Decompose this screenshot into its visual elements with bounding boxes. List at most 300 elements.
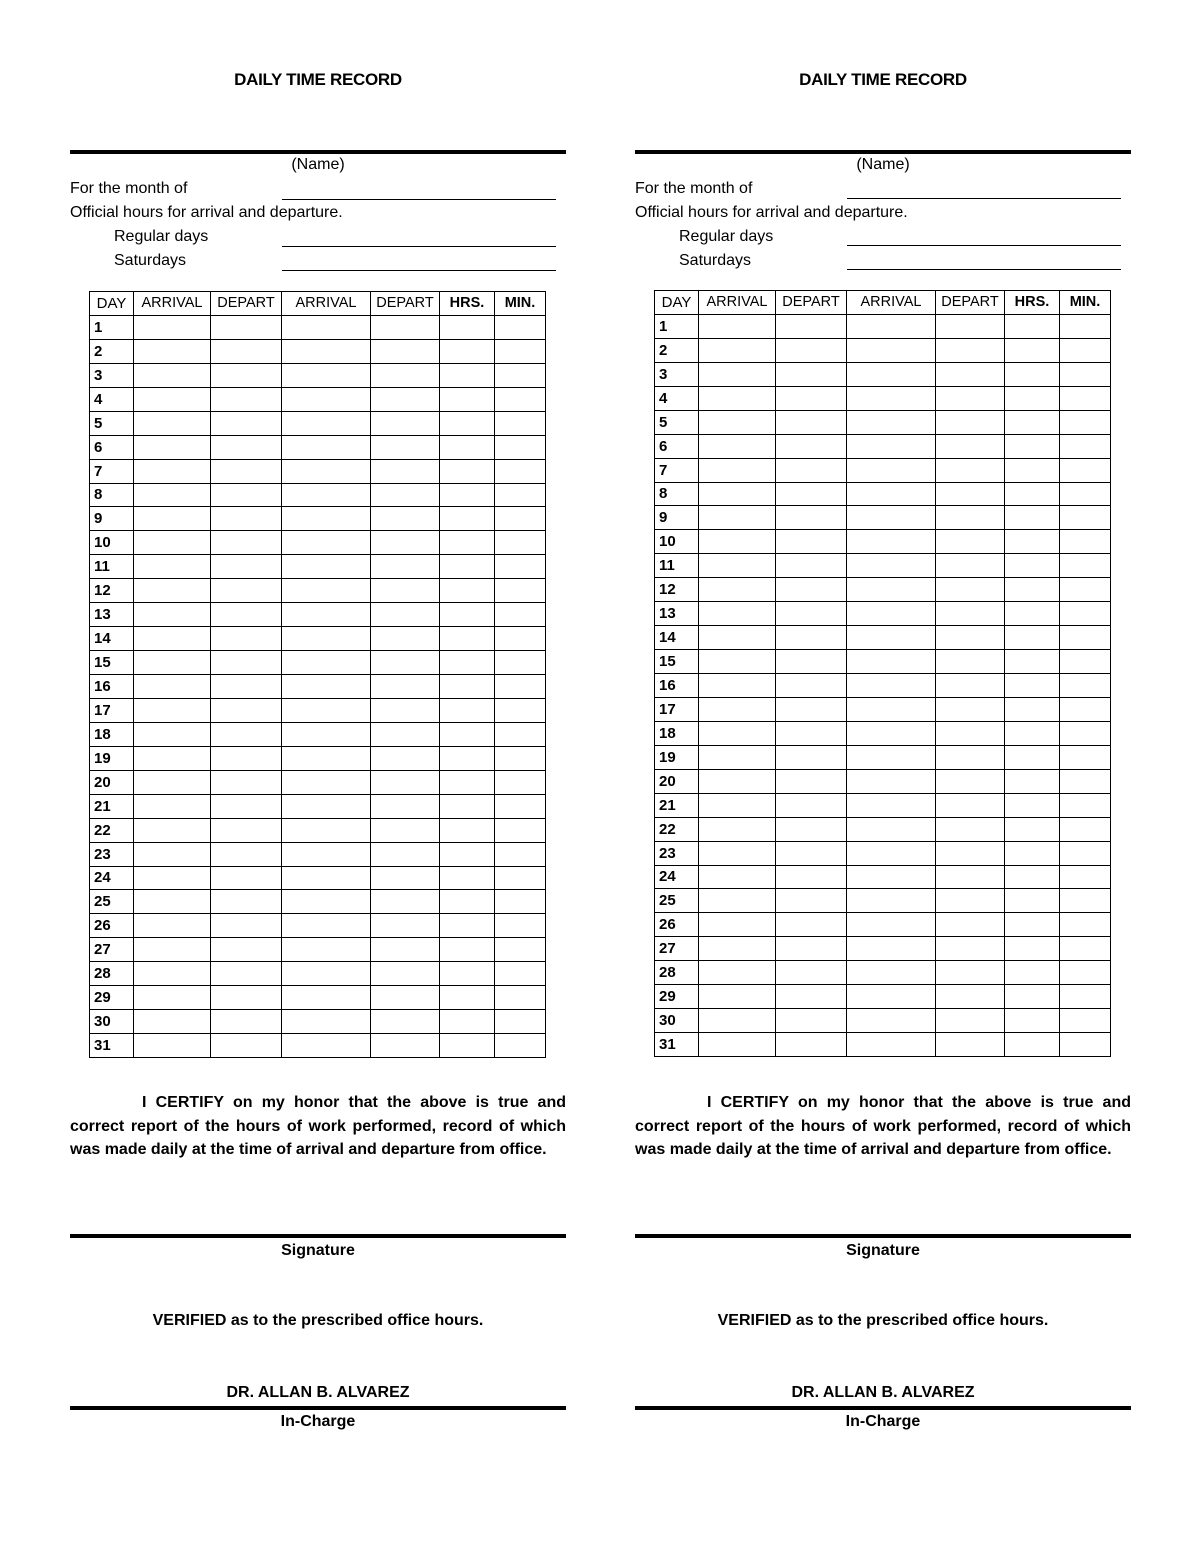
pm-depart-cell[interactable] xyxy=(371,555,440,579)
am-depart-cell[interactable] xyxy=(776,769,847,793)
pm-depart-cell[interactable] xyxy=(936,578,1005,602)
am-depart-cell[interactable] xyxy=(776,602,847,626)
am-depart-cell[interactable] xyxy=(211,363,282,387)
pm-arrival-cell[interactable] xyxy=(282,555,371,579)
am-depart-cell[interactable] xyxy=(211,315,282,339)
hours-cell[interactable] xyxy=(1005,985,1060,1009)
pm-arrival-cell[interactable] xyxy=(282,411,371,435)
am-arrival-cell[interactable] xyxy=(699,338,776,362)
am-arrival-cell[interactable] xyxy=(134,651,211,675)
pm-arrival-cell[interactable] xyxy=(847,769,936,793)
pm-depart-cell[interactable] xyxy=(936,841,1005,865)
am-arrival-cell[interactable] xyxy=(134,459,211,483)
am-arrival-cell[interactable] xyxy=(134,411,211,435)
pm-arrival-cell[interactable] xyxy=(847,937,936,961)
hours-cell[interactable] xyxy=(440,507,495,531)
pm-depart-cell[interactable] xyxy=(936,1033,1005,1057)
hours-cell[interactable] xyxy=(440,651,495,675)
pm-depart-cell[interactable] xyxy=(936,721,1005,745)
minutes-cell[interactable] xyxy=(1060,578,1111,602)
am-arrival-cell[interactable] xyxy=(699,1009,776,1033)
pm-arrival-cell[interactable] xyxy=(847,889,936,913)
minutes-cell[interactable] xyxy=(1060,817,1111,841)
minutes-cell[interactable] xyxy=(1060,961,1111,985)
pm-depart-cell[interactable] xyxy=(371,507,440,531)
pm-depart-cell[interactable] xyxy=(371,962,440,986)
hours-cell[interactable] xyxy=(1005,650,1060,674)
am-depart-cell[interactable] xyxy=(211,866,282,890)
hours-cell[interactable] xyxy=(440,770,495,794)
hours-cell[interactable] xyxy=(1005,889,1060,913)
hours-cell[interactable] xyxy=(1005,841,1060,865)
hours-cell[interactable] xyxy=(1005,458,1060,482)
am-arrival-cell[interactable] xyxy=(699,817,776,841)
am-depart-cell[interactable] xyxy=(776,578,847,602)
pm-arrival-cell[interactable] xyxy=(282,363,371,387)
am-arrival-cell[interactable] xyxy=(134,962,211,986)
signature-line[interactable] xyxy=(70,1234,566,1238)
minutes-cell[interactable] xyxy=(1060,314,1111,338)
saturdays-field-line[interactable] xyxy=(282,270,556,271)
am-depart-cell[interactable] xyxy=(776,985,847,1009)
am-depart-cell[interactable] xyxy=(211,794,282,818)
pm-arrival-cell[interactable] xyxy=(282,962,371,986)
pm-arrival-cell[interactable] xyxy=(282,938,371,962)
minutes-cell[interactable] xyxy=(495,411,546,435)
am-arrival-cell[interactable] xyxy=(699,841,776,865)
pm-depart-cell[interactable] xyxy=(371,794,440,818)
pm-arrival-cell[interactable] xyxy=(282,675,371,699)
pm-depart-cell[interactable] xyxy=(936,626,1005,650)
am-depart-cell[interactable] xyxy=(776,793,847,817)
am-depart-cell[interactable] xyxy=(776,410,847,434)
hours-cell[interactable] xyxy=(440,339,495,363)
pm-depart-cell[interactable] xyxy=(936,386,1005,410)
am-depart-cell[interactable] xyxy=(211,459,282,483)
am-depart-cell[interactable] xyxy=(776,937,847,961)
pm-depart-cell[interactable] xyxy=(371,842,440,866)
am-depart-cell[interactable] xyxy=(211,483,282,507)
minutes-cell[interactable] xyxy=(495,698,546,722)
am-arrival-cell[interactable] xyxy=(134,938,211,962)
hours-cell[interactable] xyxy=(440,411,495,435)
pm-depart-cell[interactable] xyxy=(371,387,440,411)
pm-arrival-cell[interactable] xyxy=(282,866,371,890)
am-depart-cell[interactable] xyxy=(211,1034,282,1058)
am-arrival-cell[interactable] xyxy=(699,913,776,937)
hours-cell[interactable] xyxy=(440,555,495,579)
am-arrival-cell[interactable] xyxy=(134,986,211,1010)
minutes-cell[interactable] xyxy=(1060,1033,1111,1057)
pm-depart-cell[interactable] xyxy=(936,530,1005,554)
pm-arrival-cell[interactable] xyxy=(282,531,371,555)
pm-depart-cell[interactable] xyxy=(371,1034,440,1058)
hours-cell[interactable] xyxy=(440,315,495,339)
pm-depart-cell[interactable] xyxy=(371,411,440,435)
am-arrival-cell[interactable] xyxy=(699,985,776,1009)
pm-arrival-cell[interactable] xyxy=(282,1034,371,1058)
pm-depart-cell[interactable] xyxy=(371,339,440,363)
am-arrival-cell[interactable] xyxy=(134,722,211,746)
am-depart-cell[interactable] xyxy=(776,626,847,650)
am-depart-cell[interactable] xyxy=(776,650,847,674)
am-depart-cell[interactable] xyxy=(776,434,847,458)
am-depart-cell[interactable] xyxy=(776,482,847,506)
am-arrival-cell[interactable] xyxy=(134,435,211,459)
pm-depart-cell[interactable] xyxy=(936,434,1005,458)
am-depart-cell[interactable] xyxy=(211,387,282,411)
minutes-cell[interactable] xyxy=(1060,362,1111,386)
minutes-cell[interactable] xyxy=(1060,554,1111,578)
am-depart-cell[interactable] xyxy=(776,889,847,913)
pm-depart-cell[interactable] xyxy=(936,362,1005,386)
minutes-cell[interactable] xyxy=(1060,458,1111,482)
pm-depart-cell[interactable] xyxy=(371,315,440,339)
minutes-cell[interactable] xyxy=(1060,626,1111,650)
saturdays-field-line[interactable] xyxy=(847,269,1121,270)
minutes-cell[interactable] xyxy=(1060,530,1111,554)
am-arrival-cell[interactable] xyxy=(699,650,776,674)
minutes-cell[interactable] xyxy=(1060,386,1111,410)
am-arrival-cell[interactable] xyxy=(134,842,211,866)
pm-depart-cell[interactable] xyxy=(371,675,440,699)
am-arrival-cell[interactable] xyxy=(699,865,776,889)
hours-cell[interactable] xyxy=(440,363,495,387)
pm-depart-cell[interactable] xyxy=(936,338,1005,362)
minutes-cell[interactable] xyxy=(495,794,546,818)
hours-cell[interactable] xyxy=(1005,674,1060,698)
am-arrival-cell[interactable] xyxy=(134,555,211,579)
pm-depart-cell[interactable] xyxy=(936,865,1005,889)
hours-cell[interactable] xyxy=(440,986,495,1010)
pm-depart-cell[interactable] xyxy=(936,913,1005,937)
hours-cell[interactable] xyxy=(1005,578,1060,602)
am-arrival-cell[interactable] xyxy=(134,483,211,507)
am-depart-cell[interactable] xyxy=(776,674,847,698)
pm-arrival-cell[interactable] xyxy=(847,482,936,506)
am-arrival-cell[interactable] xyxy=(134,914,211,938)
pm-depart-cell[interactable] xyxy=(371,1010,440,1034)
minutes-cell[interactable] xyxy=(1060,410,1111,434)
regular-days-field-line[interactable] xyxy=(847,245,1121,246)
minutes-cell[interactable] xyxy=(495,1010,546,1034)
pm-arrival-cell[interactable] xyxy=(847,793,936,817)
pm-arrival-cell[interactable] xyxy=(847,506,936,530)
minutes-cell[interactable] xyxy=(495,651,546,675)
am-depart-cell[interactable] xyxy=(211,986,282,1010)
am-arrival-cell[interactable] xyxy=(134,579,211,603)
minutes-cell[interactable] xyxy=(1060,745,1111,769)
pm-arrival-cell[interactable] xyxy=(282,339,371,363)
minutes-cell[interactable] xyxy=(1060,482,1111,506)
pm-depart-cell[interactable] xyxy=(371,603,440,627)
pm-depart-cell[interactable] xyxy=(936,554,1005,578)
hours-cell[interactable] xyxy=(440,627,495,651)
hours-cell[interactable] xyxy=(440,938,495,962)
minutes-cell[interactable] xyxy=(1060,650,1111,674)
pm-arrival-cell[interactable] xyxy=(847,817,936,841)
am-arrival-cell[interactable] xyxy=(134,315,211,339)
pm-arrival-cell[interactable] xyxy=(847,362,936,386)
hours-cell[interactable] xyxy=(1005,434,1060,458)
am-depart-cell[interactable] xyxy=(211,962,282,986)
am-depart-cell[interactable] xyxy=(776,961,847,985)
am-arrival-cell[interactable] xyxy=(699,1033,776,1057)
pm-depart-cell[interactable] xyxy=(371,746,440,770)
pm-depart-cell[interactable] xyxy=(371,627,440,651)
pm-depart-cell[interactable] xyxy=(371,890,440,914)
minutes-cell[interactable] xyxy=(495,986,546,1010)
am-depart-cell[interactable] xyxy=(211,555,282,579)
pm-arrival-cell[interactable] xyxy=(847,434,936,458)
am-arrival-cell[interactable] xyxy=(699,578,776,602)
month-field-line[interactable] xyxy=(282,199,556,200)
hours-cell[interactable] xyxy=(1005,602,1060,626)
pm-depart-cell[interactable] xyxy=(936,506,1005,530)
minutes-cell[interactable] xyxy=(495,818,546,842)
am-arrival-cell[interactable] xyxy=(699,314,776,338)
pm-arrival-cell[interactable] xyxy=(282,603,371,627)
am-arrival-cell[interactable] xyxy=(699,602,776,626)
hours-cell[interactable] xyxy=(440,890,495,914)
month-field-line[interactable] xyxy=(847,198,1121,199)
pm-arrival-cell[interactable] xyxy=(282,818,371,842)
pm-depart-cell[interactable] xyxy=(371,818,440,842)
minutes-cell[interactable] xyxy=(495,890,546,914)
minutes-cell[interactable] xyxy=(495,435,546,459)
am-arrival-cell[interactable] xyxy=(134,627,211,651)
officer-signature-line[interactable] xyxy=(70,1406,566,1410)
hours-cell[interactable] xyxy=(440,842,495,866)
am-arrival-cell[interactable] xyxy=(134,1034,211,1058)
pm-arrival-cell[interactable] xyxy=(847,578,936,602)
pm-arrival-cell[interactable] xyxy=(282,770,371,794)
am-depart-cell[interactable] xyxy=(211,627,282,651)
minutes-cell[interactable] xyxy=(1060,937,1111,961)
minutes-cell[interactable] xyxy=(495,483,546,507)
am-depart-cell[interactable] xyxy=(776,721,847,745)
pm-depart-cell[interactable] xyxy=(371,938,440,962)
minutes-cell[interactable] xyxy=(495,315,546,339)
am-arrival-cell[interactable] xyxy=(699,889,776,913)
minutes-cell[interactable] xyxy=(1060,913,1111,937)
am-arrival-cell[interactable] xyxy=(699,434,776,458)
minutes-cell[interactable] xyxy=(495,459,546,483)
minutes-cell[interactable] xyxy=(495,555,546,579)
pm-depart-cell[interactable] xyxy=(936,745,1005,769)
minutes-cell[interactable] xyxy=(495,387,546,411)
am-depart-cell[interactable] xyxy=(776,865,847,889)
pm-arrival-cell[interactable] xyxy=(847,985,936,1009)
am-depart-cell[interactable] xyxy=(211,914,282,938)
am-depart-cell[interactable] xyxy=(776,362,847,386)
minutes-cell[interactable] xyxy=(495,938,546,962)
minutes-cell[interactable] xyxy=(495,842,546,866)
am-arrival-cell[interactable] xyxy=(699,362,776,386)
hours-cell[interactable] xyxy=(1005,697,1060,721)
hours-cell[interactable] xyxy=(440,579,495,603)
hours-cell[interactable] xyxy=(440,794,495,818)
hours-cell[interactable] xyxy=(440,698,495,722)
am-depart-cell[interactable] xyxy=(776,817,847,841)
hours-cell[interactable] xyxy=(1005,314,1060,338)
pm-depart-cell[interactable] xyxy=(936,482,1005,506)
hours-cell[interactable] xyxy=(1005,745,1060,769)
pm-depart-cell[interactable] xyxy=(371,363,440,387)
minutes-cell[interactable] xyxy=(1060,721,1111,745)
hours-cell[interactable] xyxy=(1005,362,1060,386)
am-depart-cell[interactable] xyxy=(211,1010,282,1034)
am-arrival-cell[interactable] xyxy=(699,769,776,793)
pm-depart-cell[interactable] xyxy=(371,459,440,483)
hours-cell[interactable] xyxy=(1005,506,1060,530)
minutes-cell[interactable] xyxy=(1060,865,1111,889)
am-depart-cell[interactable] xyxy=(776,338,847,362)
am-arrival-cell[interactable] xyxy=(134,675,211,699)
hours-cell[interactable] xyxy=(1005,482,1060,506)
am-depart-cell[interactable] xyxy=(776,913,847,937)
hours-cell[interactable] xyxy=(440,962,495,986)
am-depart-cell[interactable] xyxy=(776,1009,847,1033)
minutes-cell[interactable] xyxy=(495,914,546,938)
minutes-cell[interactable] xyxy=(495,363,546,387)
minutes-cell[interactable] xyxy=(495,603,546,627)
pm-arrival-cell[interactable] xyxy=(282,387,371,411)
hours-cell[interactable] xyxy=(1005,1033,1060,1057)
am-arrival-cell[interactable] xyxy=(134,387,211,411)
am-arrival-cell[interactable] xyxy=(134,794,211,818)
minutes-cell[interactable] xyxy=(495,627,546,651)
am-depart-cell[interactable] xyxy=(211,842,282,866)
am-arrival-cell[interactable] xyxy=(699,626,776,650)
pm-arrival-cell[interactable] xyxy=(847,721,936,745)
pm-arrival-cell[interactable] xyxy=(282,459,371,483)
pm-depart-cell[interactable] xyxy=(936,937,1005,961)
minutes-cell[interactable] xyxy=(1060,841,1111,865)
minutes-cell[interactable] xyxy=(1060,506,1111,530)
officer-signature-line[interactable] xyxy=(635,1406,1131,1410)
minutes-cell[interactable] xyxy=(1060,1009,1111,1033)
hours-cell[interactable] xyxy=(1005,554,1060,578)
am-depart-cell[interactable] xyxy=(211,651,282,675)
am-arrival-cell[interactable] xyxy=(699,793,776,817)
hours-cell[interactable] xyxy=(440,483,495,507)
pm-arrival-cell[interactable] xyxy=(847,1009,936,1033)
pm-arrival-cell[interactable] xyxy=(847,865,936,889)
am-depart-cell[interactable] xyxy=(776,506,847,530)
pm-arrival-cell[interactable] xyxy=(847,602,936,626)
hours-cell[interactable] xyxy=(1005,626,1060,650)
pm-arrival-cell[interactable] xyxy=(847,697,936,721)
am-arrival-cell[interactable] xyxy=(134,866,211,890)
am-depart-cell[interactable] xyxy=(211,675,282,699)
am-arrival-cell[interactable] xyxy=(134,890,211,914)
am-arrival-cell[interactable] xyxy=(134,1010,211,1034)
pm-arrival-cell[interactable] xyxy=(847,554,936,578)
am-arrival-cell[interactable] xyxy=(134,339,211,363)
am-arrival-cell[interactable] xyxy=(699,937,776,961)
hours-cell[interactable] xyxy=(1005,721,1060,745)
am-depart-cell[interactable] xyxy=(211,722,282,746)
pm-depart-cell[interactable] xyxy=(936,889,1005,913)
am-arrival-cell[interactable] xyxy=(699,745,776,769)
pm-depart-cell[interactable] xyxy=(936,769,1005,793)
pm-arrival-cell[interactable] xyxy=(282,698,371,722)
pm-depart-cell[interactable] xyxy=(936,602,1005,626)
pm-arrival-cell[interactable] xyxy=(282,315,371,339)
hours-cell[interactable] xyxy=(1005,338,1060,362)
regular-days-field-line[interactable] xyxy=(282,246,556,247)
pm-arrival-cell[interactable] xyxy=(282,651,371,675)
pm-arrival-cell[interactable] xyxy=(282,507,371,531)
am-arrival-cell[interactable] xyxy=(134,603,211,627)
pm-arrival-cell[interactable] xyxy=(847,674,936,698)
am-depart-cell[interactable] xyxy=(211,531,282,555)
hours-cell[interactable] xyxy=(440,746,495,770)
hours-cell[interactable] xyxy=(1005,937,1060,961)
minutes-cell[interactable] xyxy=(495,675,546,699)
pm-arrival-cell[interactable] xyxy=(282,890,371,914)
pm-depart-cell[interactable] xyxy=(371,986,440,1010)
pm-arrival-cell[interactable] xyxy=(847,338,936,362)
minutes-cell[interactable] xyxy=(495,1034,546,1058)
pm-depart-cell[interactable] xyxy=(936,697,1005,721)
pm-depart-cell[interactable] xyxy=(936,793,1005,817)
am-arrival-cell[interactable] xyxy=(699,530,776,554)
pm-arrival-cell[interactable] xyxy=(847,650,936,674)
pm-depart-cell[interactable] xyxy=(936,458,1005,482)
minutes-cell[interactable] xyxy=(495,531,546,555)
hours-cell[interactable] xyxy=(1005,386,1060,410)
am-arrival-cell[interactable] xyxy=(699,506,776,530)
hours-cell[interactable] xyxy=(1005,913,1060,937)
hours-cell[interactable] xyxy=(1005,410,1060,434)
pm-depart-cell[interactable] xyxy=(371,722,440,746)
am-depart-cell[interactable] xyxy=(211,818,282,842)
hours-cell[interactable] xyxy=(1005,1009,1060,1033)
minutes-cell[interactable] xyxy=(495,722,546,746)
pm-depart-cell[interactable] xyxy=(936,314,1005,338)
pm-depart-cell[interactable] xyxy=(371,435,440,459)
signature-line[interactable] xyxy=(635,1234,1131,1238)
pm-depart-cell[interactable] xyxy=(371,483,440,507)
am-arrival-cell[interactable] xyxy=(699,482,776,506)
hours-cell[interactable] xyxy=(1005,793,1060,817)
hours-cell[interactable] xyxy=(1005,865,1060,889)
pm-depart-cell[interactable] xyxy=(371,531,440,555)
am-depart-cell[interactable] xyxy=(211,890,282,914)
hours-cell[interactable] xyxy=(440,722,495,746)
am-arrival-cell[interactable] xyxy=(134,531,211,555)
am-depart-cell[interactable] xyxy=(211,411,282,435)
name-field-line[interactable] xyxy=(70,150,566,154)
pm-arrival-cell[interactable] xyxy=(282,794,371,818)
pm-depart-cell[interactable] xyxy=(936,674,1005,698)
am-arrival-cell[interactable] xyxy=(699,386,776,410)
hours-cell[interactable] xyxy=(440,1034,495,1058)
pm-arrival-cell[interactable] xyxy=(282,627,371,651)
pm-arrival-cell[interactable] xyxy=(282,435,371,459)
hours-cell[interactable] xyxy=(1005,961,1060,985)
am-depart-cell[interactable] xyxy=(211,698,282,722)
pm-arrival-cell[interactable] xyxy=(282,914,371,938)
pm-depart-cell[interactable] xyxy=(936,410,1005,434)
am-arrival-cell[interactable] xyxy=(134,363,211,387)
minutes-cell[interactable] xyxy=(1060,674,1111,698)
pm-arrival-cell[interactable] xyxy=(847,961,936,985)
minutes-cell[interactable] xyxy=(1060,889,1111,913)
pm-depart-cell[interactable] xyxy=(936,985,1005,1009)
